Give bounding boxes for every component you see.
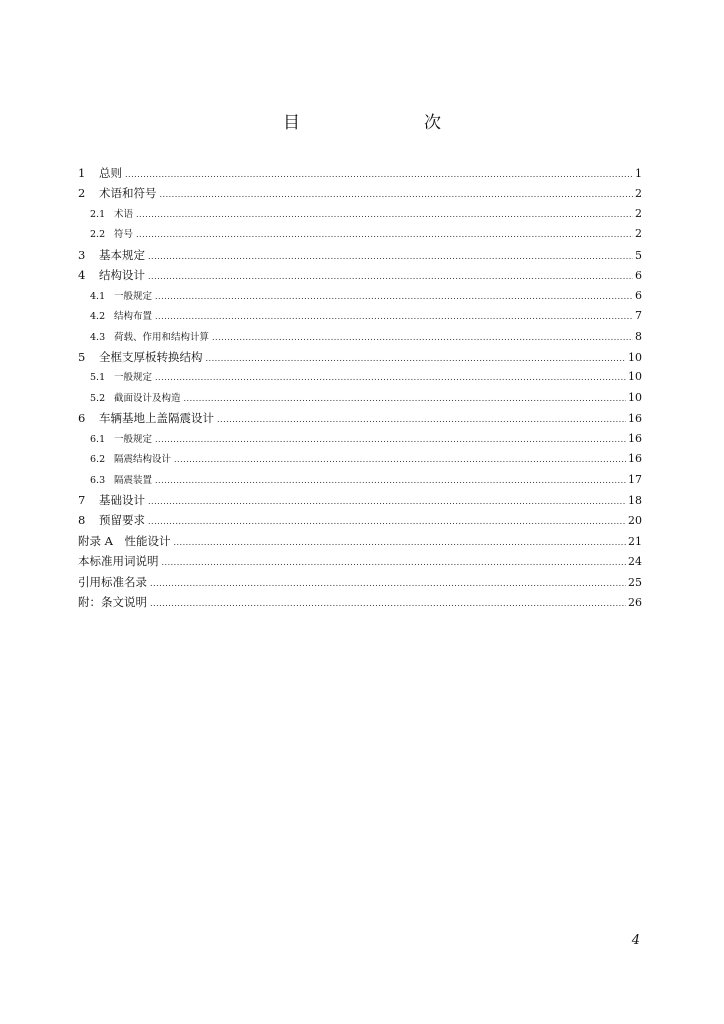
toc-entry-number: 2.2 bbox=[90, 229, 106, 241]
toc-entry-label: 引用标准名录 bbox=[78, 574, 147, 589]
toc-dot-leader bbox=[173, 533, 626, 553]
toc-entry[interactable] bbox=[78, 327, 642, 347]
toc-entry-label: 预留要求 bbox=[99, 513, 145, 528]
toc-entry[interactable] bbox=[78, 183, 642, 203]
toc-dot-leader bbox=[136, 205, 633, 225]
toc-entry-page: 6 bbox=[635, 269, 642, 283]
toc-entry[interactable] bbox=[78, 245, 642, 265]
toc-dot-leader bbox=[160, 185, 634, 205]
toc-entry-page: 1 bbox=[635, 167, 642, 180]
toc-entry[interactable] bbox=[78, 572, 642, 592]
toc-entry-page: 17 bbox=[628, 472, 642, 486]
toc-entry-page: 25 bbox=[628, 575, 642, 589]
toc-entry-label: 附：条文说明 bbox=[78, 595, 147, 610]
toc-dot-leader bbox=[155, 307, 633, 327]
toc-dot-leader bbox=[136, 225, 633, 245]
toc-entry[interactable] bbox=[78, 470, 642, 490]
toc-entry[interactable] bbox=[78, 163, 642, 183]
toc-entry[interactable] bbox=[78, 265, 642, 285]
toc-entry-label: 附录 A 性能设计 bbox=[78, 533, 171, 548]
toc-entry-page: 7 bbox=[635, 309, 642, 323]
toc-entry-label: 车辆基地上盖隔震设计 bbox=[99, 411, 214, 426]
toc-dot-leader bbox=[206, 349, 627, 369]
toc-entry-page: 21 bbox=[628, 534, 642, 548]
toc-entry-label: 术语和符号 bbox=[99, 186, 157, 201]
toc-dot-leader bbox=[148, 247, 633, 267]
toc-entry-number: 6.3 bbox=[90, 474, 106, 486]
toc-entry-label: 基本规定 bbox=[99, 247, 145, 262]
toc-entry-number: 5 bbox=[78, 349, 86, 364]
toc-entry-number: 4.1 bbox=[90, 290, 106, 302]
toc-entry-page: 6 bbox=[635, 288, 642, 302]
toc-entry-page: 10 bbox=[628, 390, 642, 404]
toc-entry-page: 24 bbox=[628, 555, 642, 569]
toc-entry-number: 2 bbox=[78, 186, 86, 201]
toc-entry[interactable] bbox=[78, 408, 642, 428]
page-number: 4 bbox=[631, 933, 640, 948]
toc-entry-number: 4.2 bbox=[90, 311, 106, 323]
toc-entry-number: 5.2 bbox=[90, 392, 106, 404]
toc-entry-number: 1 bbox=[78, 166, 86, 180]
toc-entry[interactable] bbox=[78, 388, 642, 408]
toc-entry-label: 一般规定 bbox=[114, 290, 153, 302]
toc-entry-number: 3 bbox=[78, 247, 86, 262]
toc-entry-page: 16 bbox=[628, 452, 642, 466]
toc-entry-page: 26 bbox=[628, 596, 642, 610]
toc-entry-label: 截面设计及构造 bbox=[114, 392, 181, 404]
toc-entry[interactable] bbox=[78, 490, 642, 510]
table-of-contents bbox=[78, 163, 642, 613]
toc-dot-leader bbox=[212, 328, 633, 348]
toc-dot-leader bbox=[148, 267, 633, 287]
toc-entry-page: 2 bbox=[635, 227, 642, 241]
toc-entry-page: 10 bbox=[628, 350, 642, 364]
toc-entry-label: 总则 bbox=[99, 166, 122, 180]
toc-entry[interactable] bbox=[78, 531, 642, 551]
toc-entry[interactable] bbox=[78, 367, 642, 387]
toc-entry-page: 16 bbox=[628, 431, 642, 445]
toc-dot-leader bbox=[155, 471, 626, 491]
toc-entry-label: 隔震装置 bbox=[114, 474, 153, 486]
toc-entry-number: 6.1 bbox=[90, 433, 106, 445]
toc-entry-label: 结构设计 bbox=[99, 268, 145, 283]
toc-entry-label: 术语 bbox=[114, 208, 134, 220]
toc-entry[interactable] bbox=[78, 224, 642, 244]
toc-dot-leader bbox=[155, 287, 633, 307]
toc-entry-label: 结构布置 bbox=[114, 311, 153, 323]
toc-entry-label: 全框支厚板转换结构 bbox=[99, 349, 203, 364]
toc-dot-leader bbox=[150, 594, 626, 614]
toc-entry-label: 隔震结构设计 bbox=[114, 454, 172, 466]
toc-dot-leader bbox=[148, 512, 626, 532]
toc-entry-label: 荷载、作用和结构计算 bbox=[114, 331, 210, 343]
toc-entry-label: 本标准用词说明 bbox=[78, 554, 159, 569]
toc-entry[interactable] bbox=[78, 429, 642, 449]
toc-entry-label: 符号 bbox=[114, 229, 134, 241]
toc-entry[interactable] bbox=[78, 510, 642, 530]
toc-entry[interactable] bbox=[78, 306, 642, 326]
toc-entry-page: 10 bbox=[628, 370, 642, 384]
toc-entry-page: 8 bbox=[635, 329, 642, 343]
toc-entry-label: 基础设计 bbox=[99, 493, 145, 507]
toc-dot-leader bbox=[155, 368, 626, 388]
toc-entry-page: 16 bbox=[628, 412, 642, 426]
toc-dot-leader bbox=[150, 574, 626, 594]
toc-dot-leader bbox=[125, 165, 633, 185]
toc-dot-leader bbox=[184, 389, 626, 409]
toc-entry[interactable] bbox=[78, 449, 642, 469]
toc-entry-number: 4 bbox=[78, 268, 86, 283]
toc-entry-page: 5 bbox=[635, 248, 642, 262]
toc-entry-number: 5.1 bbox=[90, 372, 106, 384]
toc-entry-page: 20 bbox=[628, 514, 642, 528]
toc-entry-number: 2.1 bbox=[90, 208, 106, 220]
toc-entry[interactable] bbox=[78, 286, 642, 306]
toc-entry-number: 7 bbox=[78, 493, 86, 507]
toc-entry-number: 8 bbox=[78, 513, 86, 528]
page-title: 目 次 bbox=[283, 113, 471, 133]
toc-dot-leader bbox=[155, 430, 626, 450]
toc-dot-leader bbox=[174, 450, 626, 470]
toc-entry[interactable] bbox=[78, 551, 642, 571]
toc-entry-page: 18 bbox=[628, 494, 642, 507]
toc-entry[interactable] bbox=[78, 204, 642, 224]
toc-entry-number: 6.2 bbox=[90, 454, 106, 466]
toc-dot-leader bbox=[217, 410, 626, 430]
toc-entry[interactable] bbox=[78, 347, 642, 367]
toc-entry-number: 4.3 bbox=[90, 331, 106, 343]
toc-entry-page: 2 bbox=[635, 206, 642, 220]
toc-entry-label: 一般规定 bbox=[114, 433, 153, 445]
toc-dot-leader bbox=[148, 492, 626, 512]
toc-dot-leader bbox=[162, 553, 627, 573]
toc-entry[interactable] bbox=[78, 592, 642, 612]
toc-entry-page: 2 bbox=[635, 187, 642, 201]
toc-entry-number: 6 bbox=[78, 411, 86, 426]
toc-entry-label: 一般规定 bbox=[114, 372, 153, 384]
